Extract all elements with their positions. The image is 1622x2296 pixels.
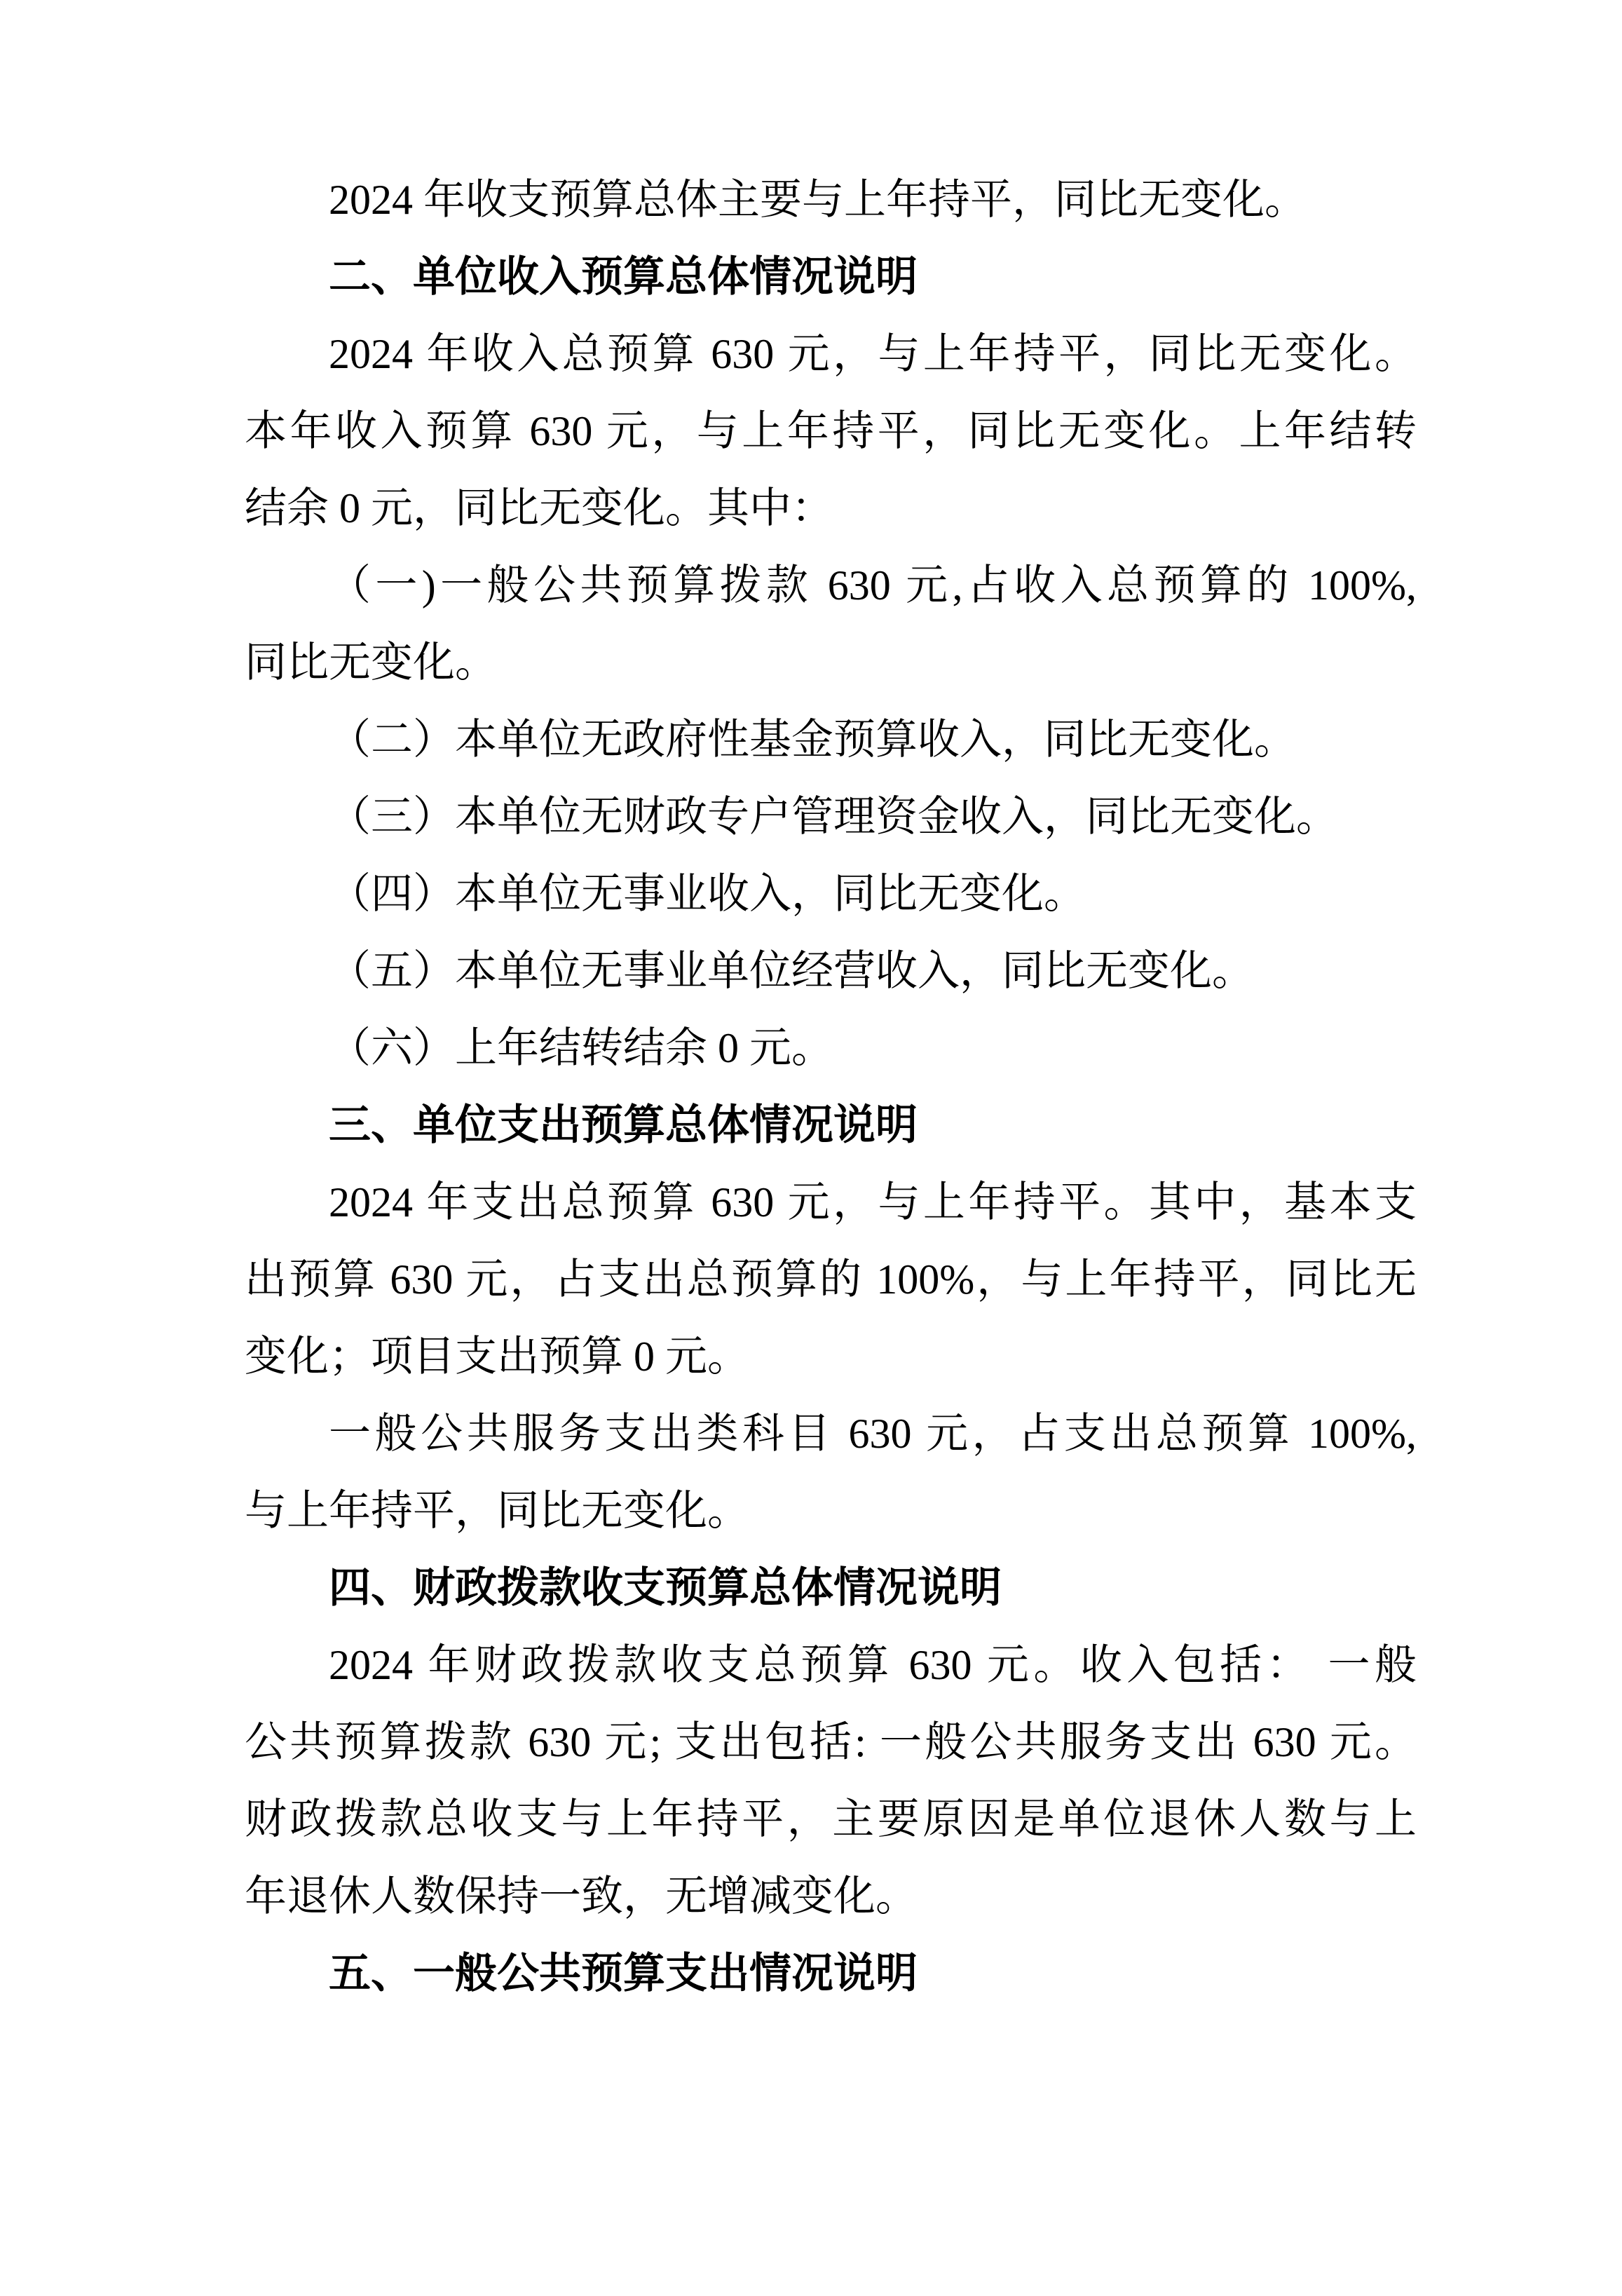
- body-paragraph: [245, 701, 1417, 778]
- body-paragraph: [245, 315, 1417, 547]
- text-line: 结余 0 元，同比无变化。其中：: [245, 485, 833, 531]
- text-line: 四、财政拨款收支预算总体情况说明: [329, 1564, 1002, 1611]
- text-line: （二）本单位无政府性基金预算收入，同比无变化。: [329, 716, 1296, 763]
- text-line: 年退休人数保持一致，无增减变化。: [245, 1873, 918, 1920]
- text-line: （一)一般公共预算拨款 630 元,占收入总预算的 100%,: [329, 562, 1417, 609]
- text-line: 财政拨款总收支与上年持平，主要原因是单位退休人数与上: [245, 1796, 1417, 1842]
- text-line: 2024 年支出总预算 630 元，与上年持平。其中，基本支: [329, 1179, 1417, 1225]
- body-paragraph: [245, 161, 1417, 238]
- section-heading-3: [245, 1087, 1417, 1164]
- text-line: 2024 年财政拨款收支总预算 630 元。收入包括： 一般: [329, 1642, 1417, 1688]
- text-line: 2024 年收支预算总体主要与上年持平，同比无变化。: [329, 177, 1307, 223]
- text-line: （六）上年结转结余 0 元。: [329, 1025, 833, 1071]
- text-line: （五）本单位无事业单位经营收入，同比无变化。: [329, 948, 1254, 994]
- body-paragraph: [245, 932, 1417, 1010]
- text-line: 五、一般公共预算支出情况说明: [329, 1950, 918, 1997]
- text-line: 同比无变化。: [245, 639, 497, 686]
- text-line: （四）本单位无事业收入，同比无变化。: [329, 871, 1086, 917]
- text-line: 出预算 630 元，占支出总预算的 100%，与上年持平，同比无: [245, 1256, 1417, 1303]
- text-line: 一般公共服务支出类科目 630 元，占支出总预算 100%,: [329, 1411, 1417, 1457]
- body-paragraph: [245, 1626, 1417, 1935]
- text-line: 本年收入预算 630 元，与上年持平，同比无变化。上年结转: [245, 408, 1417, 454]
- body-paragraph: [245, 778, 1417, 855]
- text-line: 二、单位收入预算总体情况说明: [329, 253, 918, 300]
- body-paragraph: [245, 1164, 1417, 1395]
- text-line: 2024 年收入总预算 630 元，与上年持平，同比无变化。: [329, 331, 1417, 377]
- section-heading-5: [245, 1935, 1417, 2012]
- body-paragraph: [245, 855, 1417, 932]
- section-heading-2: [245, 238, 1417, 315]
- body-paragraph: [245, 1395, 1417, 1549]
- body-paragraph: [245, 1010, 1417, 1087]
- text-line: （三）本单位无财政专户管理资金收入，同比无变化。: [329, 794, 1338, 840]
- body-paragraph: [245, 547, 1417, 701]
- text-line: 变化；项目支出预算 0 元。: [245, 1333, 749, 1380]
- text-line: 公共预算拨款 630 元; 支出包括: 一般公共服务支出 630 元。: [245, 1719, 1417, 1765]
- text-line: 三、单位支出预算总体情况说明: [329, 1101, 918, 1148]
- section-heading-4: [245, 1549, 1417, 1626]
- text-line: 与上年持平，同比无变化。: [245, 1488, 749, 1534]
- document-body: [245, 161, 1417, 2012]
